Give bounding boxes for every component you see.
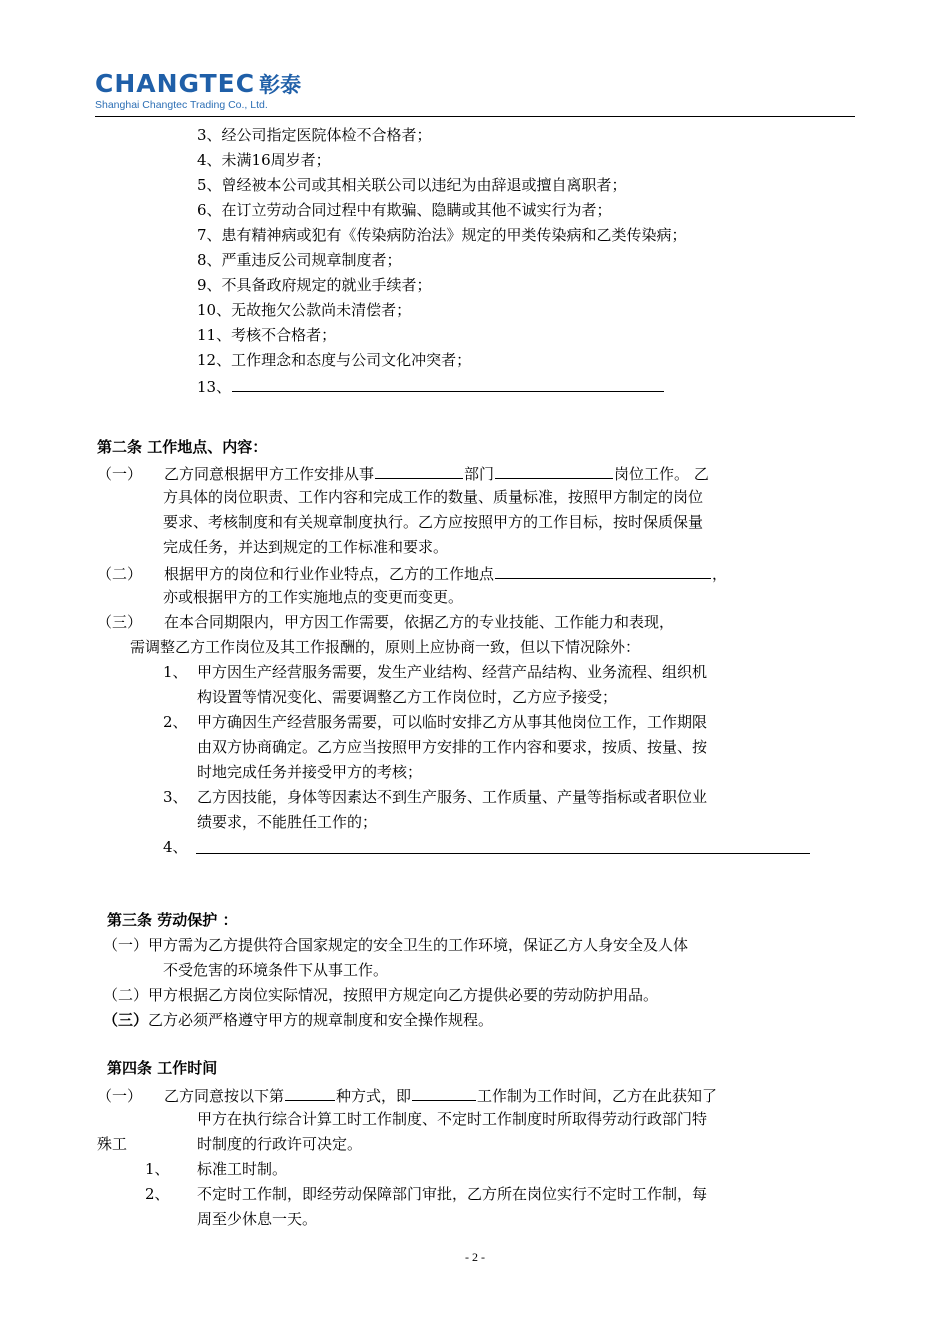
- paragraph-line: 乙方因技能，身体等因素达不到生产服务、工作质量、产量等指标或者职位业: [197, 788, 708, 806]
- paragraph-line: 标准工时制。: [197, 1160, 288, 1178]
- paragraph-line: 殊工: [97, 1135, 128, 1153]
- article-3-title: 第三条 劳动保护 ：: [107, 911, 238, 929]
- fill-blank: [285, 1084, 335, 1101]
- paragraph-line: 甲方因生产经营服务需要，发生产业结构、经营产品结构、业务流程、组织机: [197, 663, 708, 681]
- page-number: - 2 -: [465, 1250, 485, 1264]
- list-item: 3、经公司指定医院体检不合格者；: [197, 126, 432, 144]
- sub-item-number: 2、: [163, 713, 188, 731]
- paragraph-line: （二） 根据甲方的岗位和行业作业特点，乙方的工作地点 ，: [97, 562, 727, 584]
- paragraph-line: （一） 乙方同意根据甲方工作安排从事 部门 岗位工作。 乙: [97, 462, 709, 484]
- article-2-title: 第二条 工作地点、内容：: [97, 438, 268, 456]
- fill-blank: [232, 375, 664, 392]
- list-item: 10、无故拖欠公款尚未清偿者；: [197, 301, 412, 319]
- list-item: 13、: [197, 375, 665, 397]
- sub-item-number: 3、: [163, 788, 188, 806]
- paragraph-line: （二）甲方根据乙方岗位实际情况，按照甲方规定向乙方提供必要的劳动防护用品。: [103, 986, 659, 1004]
- fill-blank: [495, 462, 613, 479]
- sub-item-number: 1、: [145, 1160, 170, 1178]
- list-item: 6、在订立劳动合同过程中有欺骗、隐瞒或其他不诚实行为者；: [197, 201, 612, 219]
- list-item: 7、患有精神病或犯有《传染病防治法》规定的甲类传染病和乙类传染病；: [197, 226, 687, 244]
- paragraph-line: 构设置等情况变化、需要调整乙方工作岗位时，乙方应予接受；: [197, 688, 618, 706]
- article-4-title: 第四条 工作时间: [107, 1059, 218, 1077]
- sub-item-number: 2、: [145, 1185, 170, 1203]
- paragraph-line: 时地完成任务并接受甲方的考核；: [197, 763, 423, 781]
- sub-item-number: 1、: [163, 663, 188, 681]
- logo-text: CHANGTEC: [95, 69, 256, 98]
- paragraph-line: 周至少休息一天。: [197, 1210, 318, 1228]
- paragraph-line: 亦或根据甲方的工作实施地点的变更而变更。: [163, 588, 464, 606]
- list-item: 9、不具备政府规定的就业手续者；: [197, 276, 432, 294]
- paragraph-line: 绩要求，不能胜任工作的；: [197, 813, 378, 831]
- company-name: Shanghai Changtec Trading Co., Ltd.: [95, 99, 268, 111]
- fill-blank: [495, 562, 711, 579]
- list-item: 5、曾经被本公司或其相关联公司以违纪为由辞退或擅自离职者；: [197, 176, 627, 194]
- paragraph-line: 方具体的岗位职责、工作内容和完成工作的数量、质量标准，按照甲方制定的岗位: [163, 488, 704, 506]
- fill-blank: [412, 1084, 476, 1101]
- paragraph-line: 不受危害的环境条件下从事工作。: [163, 961, 389, 979]
- paragraph-line: 时制度的行政许可决定。: [197, 1135, 363, 1153]
- paragraph-line: 由双方协商确定。乙方应当按照甲方安排的工作内容和要求，按质、按量、按: [197, 738, 708, 756]
- paragraph-line: 需调整乙方工作岗位及其工作报酬的，原则上应协商一致，但以下情况除外：: [130, 638, 641, 656]
- paragraph-line: 甲方在执行综合计算工时工作制度、不定时工作制度时所取得劳动行政部门特: [197, 1110, 708, 1128]
- company-logo: [95, 70, 301, 111]
- paragraph-line: 完成任务，并达到规定的工作标准和要求。: [163, 538, 449, 556]
- fill-blank-line: [195, 837, 811, 859]
- logo-chinese: 彰泰: [259, 73, 302, 97]
- paragraph-line: 不定时工作制，即经劳动保障部门审批，乙方所在岗位实行不定时工作制，每: [197, 1185, 708, 1203]
- list-item: 4、未满16周岁者；: [197, 151, 331, 169]
- list-item: 8、严重违反公司规章制度者；: [197, 251, 402, 269]
- list-item: 12、工作理念和态度与公司文化冲突者；: [197, 351, 472, 369]
- list-item: 11、考核不合格者；: [197, 326, 337, 344]
- paragraph-line: （三）乙方必须严格遵守甲方的规章制度和安全操作规程。: [103, 1011, 494, 1029]
- paragraph-line: （三） 在本合同期限内，甲方因工作需要，依据乙方的专业技能、工作能力和表现，: [97, 613, 675, 631]
- paragraph-line: （一） 乙方同意按以下第 种方式，即 工作制为工作时间，乙方在此获知了: [97, 1084, 717, 1106]
- fill-blank: [375, 462, 463, 479]
- paragraph-line: 甲方确因生产经营服务需要，可以临时安排乙方从事其他岗位工作，工作期限: [197, 713, 708, 731]
- header-divider: [95, 116, 855, 117]
- paragraph-line: （一）甲方需为乙方提供符合国家规定的安全卫生的工作环境，保证乙方人身安全及人体: [103, 936, 689, 954]
- sub-item-number: 4、: [163, 838, 188, 856]
- paragraph-line: 要求、考核制度和有关规章制度执行。乙方应按照甲方的工作目标，按时保质保量: [163, 513, 704, 531]
- fill-blank: [196, 837, 810, 854]
